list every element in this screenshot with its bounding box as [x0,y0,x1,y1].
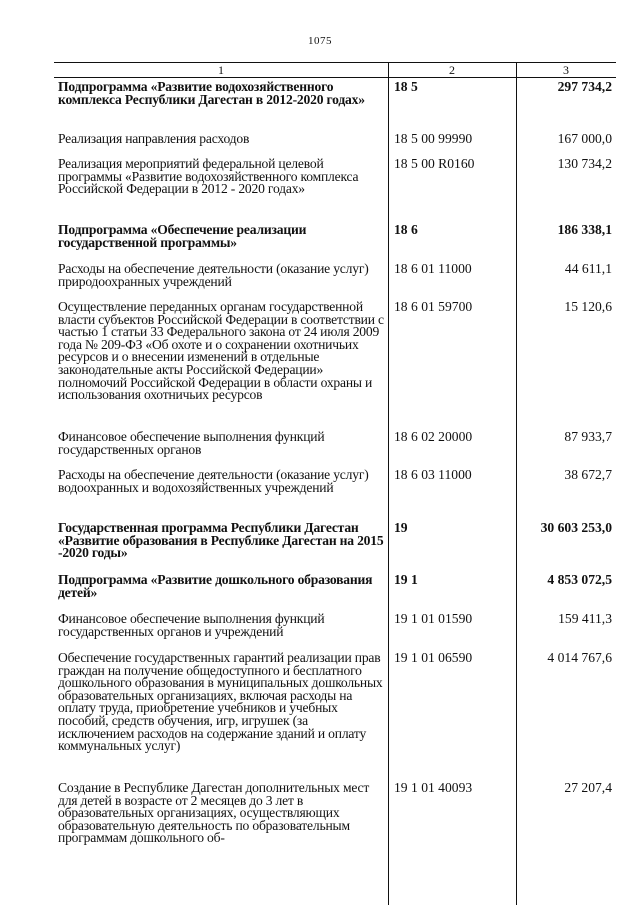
row-code: 18 5 00 R0160 [394,156,475,171]
row-name: Подпрограмма «Обеспечение реализации государственной программы» [58,222,307,250]
row-code: 18 6 [394,222,418,237]
row-code: 19 1 01 40093 [394,780,473,795]
row-name: Подпрограмма «Развитие дошкольного образования детей» [58,572,373,600]
row-name: Реализация направления расходов [58,131,250,146]
column-header-2: 2 [449,63,455,77]
row-name: Осуществление переданных органам государственной власти субъектов Российской Федерации в соответствии с частью 1 статьи 33 Федерального закона от 24 июля 2009 года № 209-ФЗ «Об охоте и о сохранении охотничьих ресурсов и о внесении изменений в отдельные законодательные акты Российской Федерации» полномочий Российской Федерации в области охраны и использования охотничьих ресурсов [58,299,384,403]
row-amount: 15 120,6 [564,299,612,314]
row-name: Обеспечение государственных гарантий реализации прав граждан на получение общедоступного и бесплатного дошкольного образования в муниципальных дошкольных образовательных организациях, включая расходы на оплату труда, приобретение учебников и учебных пособий, средств обучения, игр, игрушек (за исключением расходов на содержание зданий и оплату коммунальных услуг) [58,650,383,754]
column-header-3: 3 [563,63,569,77]
row-name: Финансовое обеспечение выполнения функций государственных органов и учреждений [58,611,325,639]
row-amount: 4 853 072,5 [547,572,612,587]
row-amount: 27 207,4 [564,780,612,795]
table-header [54,62,616,78]
row-code: 19 [394,520,408,535]
row-code: 19 1 01 01590 [394,611,473,626]
column-divider-2 [516,62,517,905]
row-amount: 4 014 767,6 [547,650,612,665]
row-name: Государственная программа Республики Дагестан «Развитие образования в Республике Дагестан на 2015 -2020 годы» [58,520,384,561]
row-code: 19 1 01 06590 [394,650,473,665]
row-name: Создание в Республике Дагестан дополнительных мест для детей в возрасте от 2 месяцев до 3 лет в образовательных организациях, осуществляющих образовательную деятельность по образовательным программам дошкольного об- [58,780,370,846]
row-code: 18 6 02 20000 [394,429,473,444]
row-amount: 159 411,3 [558,611,612,626]
column-header-1: 1 [218,63,224,77]
row-code: 18 6 01 59700 [394,299,473,314]
row-code: 19 1 [394,572,418,587]
row-code: 18 6 03 11000 [394,467,472,482]
row-name: Реализация мероприятий федеральной целевой программы «Развитие водохозяйственного комплекса Российской Федерации в 2012 - 2020 годах» [58,156,359,197]
row-amount: 44 611,1 [564,261,612,276]
row-name: Подпрограмма «Развитие водохозяйственного комплекса Республики Дагестан в 2012-2020 годах» [58,79,365,107]
row-name: Расходы на обеспечение деятельности (оказание услуг) природоохранных учреждений [58,261,369,289]
row-amount: 30 603 253,0 [540,520,612,535]
row-amount: 186 338,1 [557,222,612,237]
row-name: Расходы на обеспечение деятельности (оказание услуг) водоохранных и водохозяйственных учреждений [58,467,369,495]
column-divider-1 [388,62,389,905]
row-amount: 38 672,7 [564,467,612,482]
row-amount: 130 734,2 [557,156,612,171]
row-code: 18 6 01 11000 [394,261,472,276]
row-amount: 87 933,7 [564,429,612,444]
row-amount: 167 000,0 [557,131,612,146]
row-amount: 297 734,2 [557,79,612,94]
page-number: 1075 [308,35,332,47]
row-name: Финансовое обеспечение выполнения функций государственных органов [58,429,325,457]
row-code: 18 5 00 99990 [394,131,473,146]
row-code: 18 5 [394,79,418,94]
